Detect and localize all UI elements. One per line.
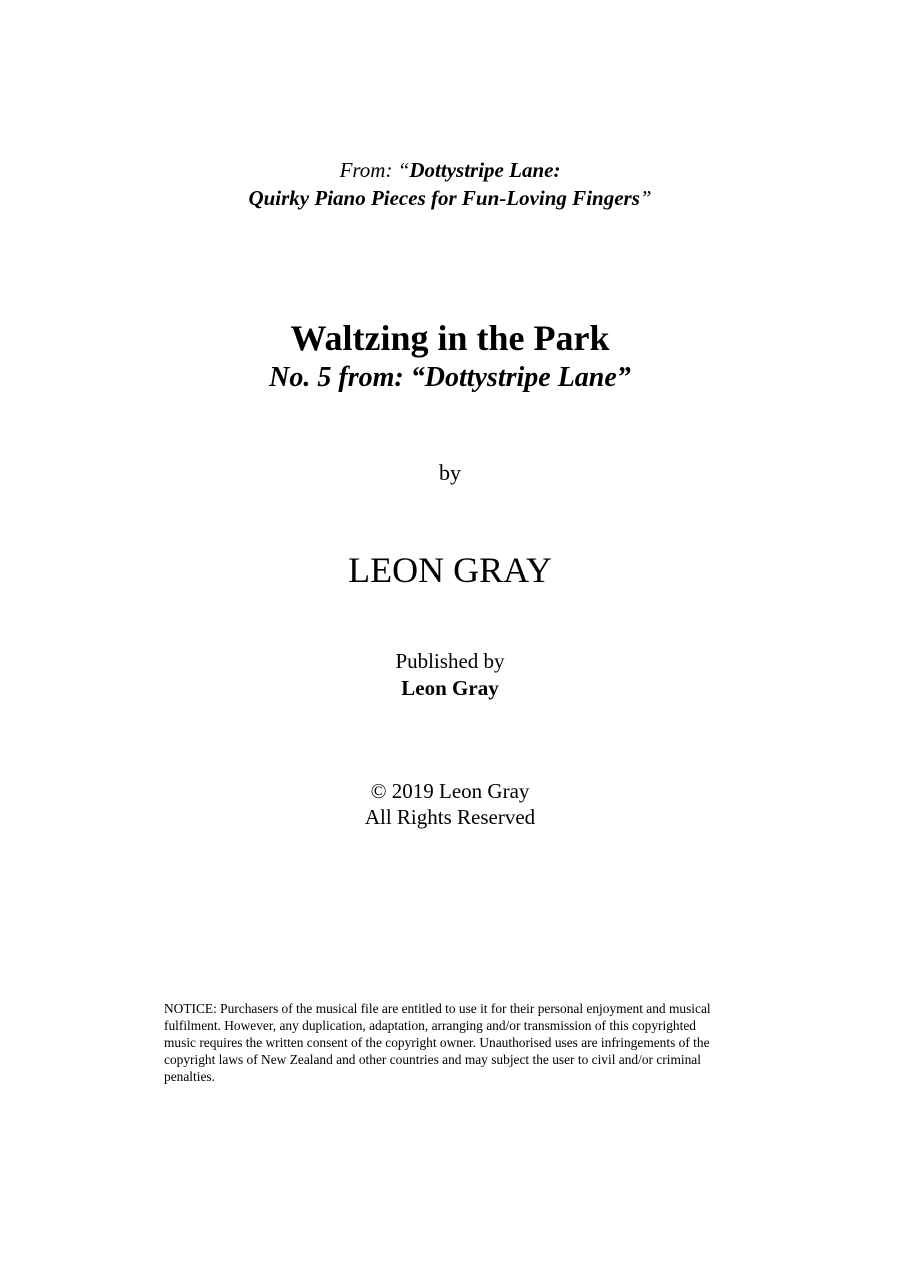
composer-name: LEON GRAY xyxy=(348,550,552,590)
rights-line: All Rights Reserved xyxy=(364,805,536,829)
published-by-label: Published by xyxy=(395,649,505,673)
collection-line-1 xyxy=(0,156,900,184)
piece-title: Waltzing in the Park xyxy=(290,318,610,358)
publisher-name: Leon Gray xyxy=(401,676,499,700)
by-label: by xyxy=(439,460,461,485)
collection-line-2 xyxy=(0,184,900,212)
copyright-notice: NOTICE: Purchasers of the musical file are entitled to use it for their personal enjoyment and musical fulfilment. However, any duplication, adaptation, arranging and/or transmission of this copyrighted music requires the written consent of the copyright owner. Unauthorised uses are infringements of the copyright laws of New Zealand and other countries and may subject the user to civil and/or criminal penalties. xyxy=(164,1001,711,1084)
from-prefix: From: “ xyxy=(339,158,410,182)
copyright-line: © 2019 Leon Gray xyxy=(370,779,530,803)
close-quote: ” xyxy=(639,186,652,210)
piece-subtitle: No. 5 from: “Dottystripe Lane” xyxy=(269,362,631,393)
collection-name: Dottystripe Lane: xyxy=(409,158,561,182)
collection-reference xyxy=(0,156,900,212)
collection-subtitle: Quirky Piano Pieces for Fun-Loving Fingers xyxy=(248,186,640,210)
